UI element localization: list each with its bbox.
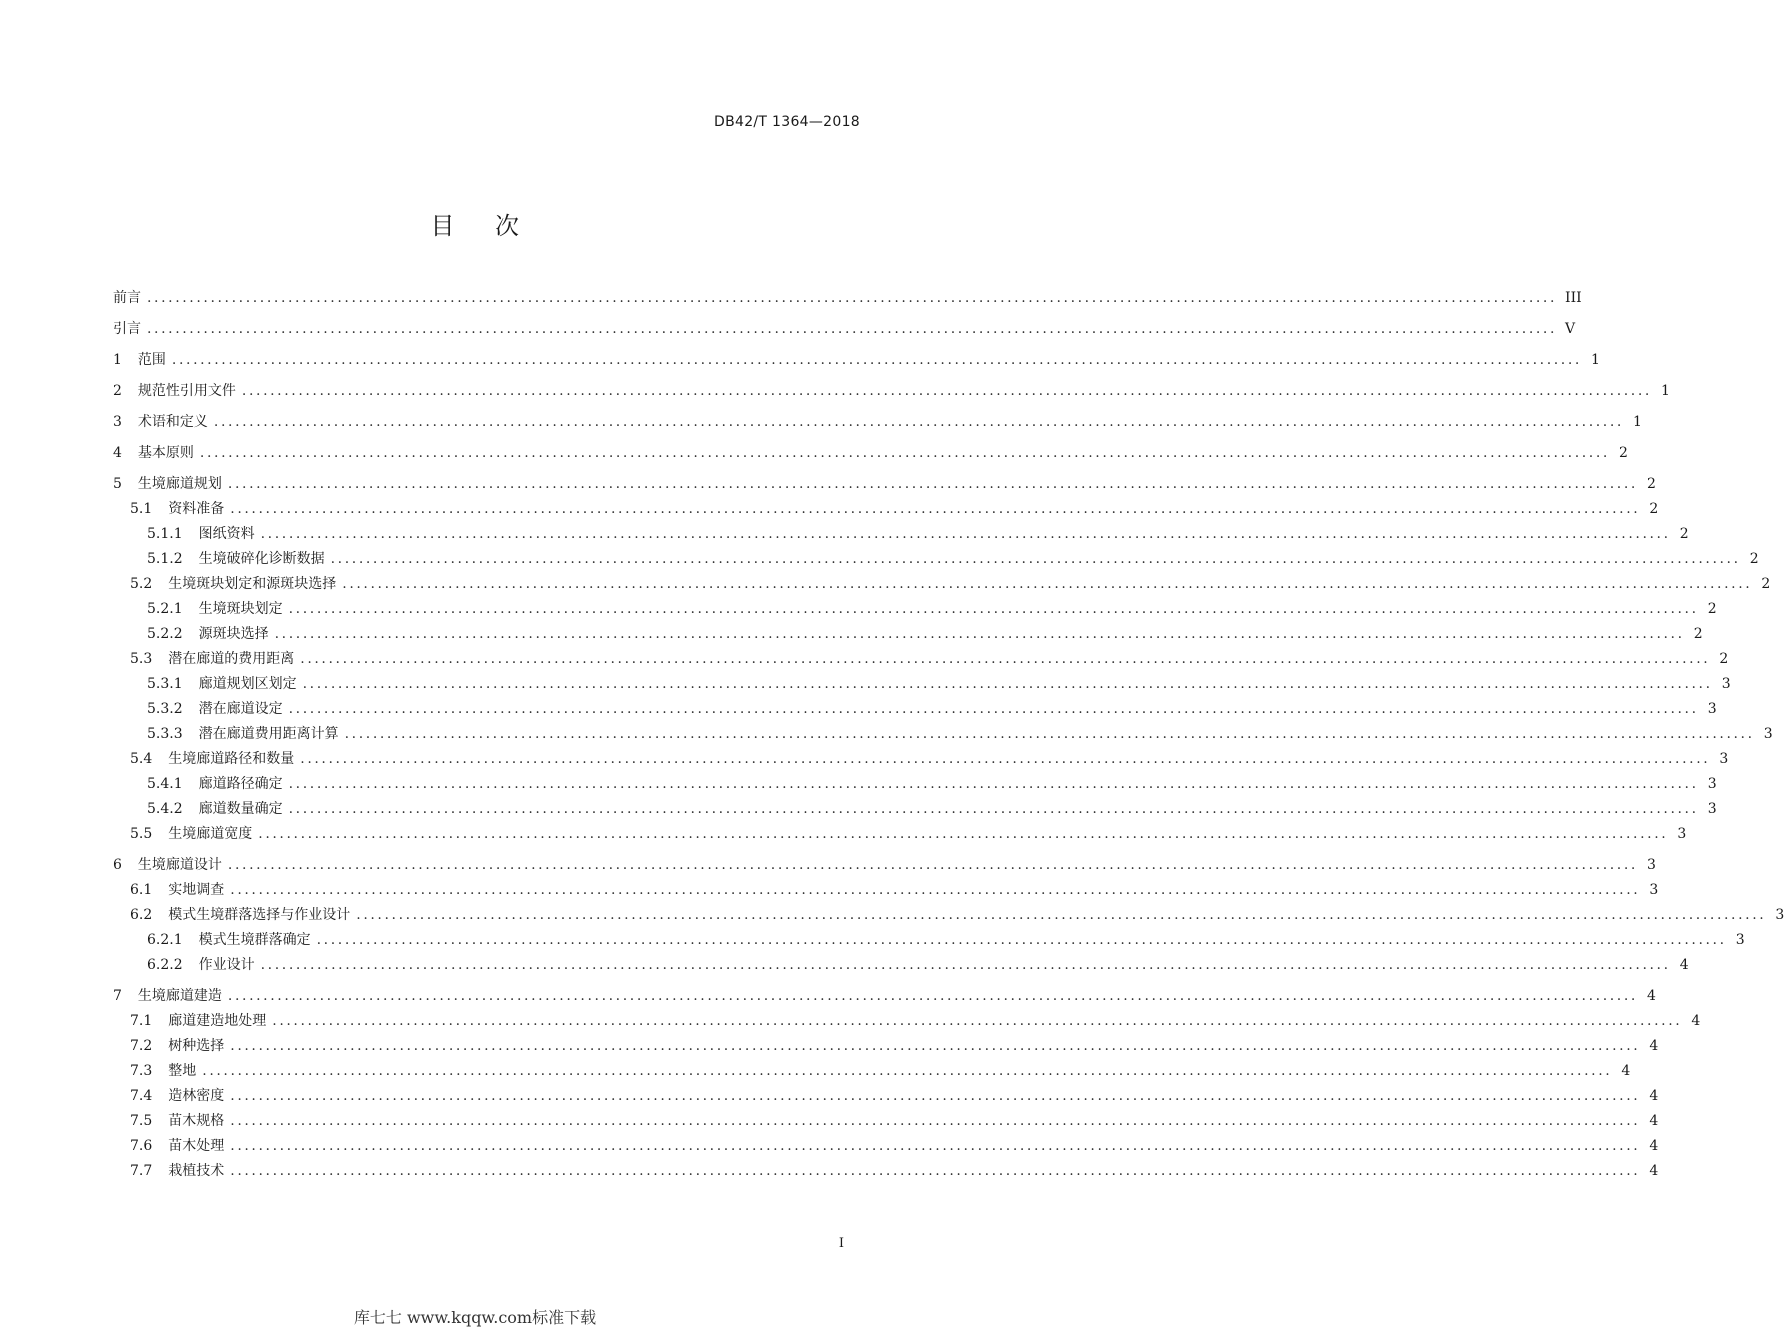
toc-entry-label: 苗木处理	[168, 1138, 225, 1154]
toc-dot-leader: ........................................................................................................................................................................................................	[300, 751, 1711, 767]
toc-entry-number: 5.4.1	[147, 776, 183, 792]
toc-dot-leader: ........................................................................................................................................................................................................	[147, 290, 1558, 306]
toc-entry-page: 4	[1691, 1013, 1701, 1029]
toc-entry-page: 4	[1649, 1163, 1659, 1179]
toc-entry-page: 4	[1649, 1138, 1659, 1154]
toc-entry-label: 生境廊道建造	[137, 988, 222, 1004]
toc-dot-leader: ........................................................................................................................................................................................................	[274, 626, 1685, 642]
toc-entry-label: 潜在廊道费用距离计算	[198, 726, 339, 742]
toc-entry-number: 7.4	[130, 1088, 153, 1104]
toc-dot-leader: ........................................................................................................................................................................................................	[147, 321, 1558, 337]
toc-entry-label: 源斑块选择	[198, 626, 269, 642]
toc-entry-page: 3	[1677, 826, 1687, 842]
toc-entry-page: 3	[1721, 676, 1731, 692]
toc-entry-label: 栽植技术	[168, 1163, 225, 1179]
toc-entry-label: 前言	[113, 290, 141, 306]
toc-entry-number: 5.1.2	[147, 551, 183, 567]
toc-entry-number: 5.2.1	[147, 601, 183, 617]
toc-entry-page: 3	[1707, 776, 1717, 792]
toc-entry-number: 5.1	[130, 501, 153, 517]
toc-entry[interactable]	[113, 286, 1582, 311]
toc-entry[interactable]	[113, 441, 1628, 466]
toc-entry-page: 3	[1649, 882, 1659, 898]
toc-dot-leader: ........................................................................................................................................................................................................	[241, 383, 1652, 399]
toc-entry-page: 2	[1679, 526, 1689, 542]
toc-entry[interactable]	[113, 797, 1717, 822]
toc-entry[interactable]	[113, 522, 1689, 547]
toc-entry-label: 树种选择	[168, 1038, 225, 1054]
toc-entry[interactable]	[113, 1109, 1659, 1134]
toc-entry-number: 5.3.3	[147, 726, 183, 742]
toc-entry-page: 2	[1647, 476, 1656, 492]
toc-entry-number: 6.1	[130, 882, 153, 898]
toc-entry-number: 5.2.2	[147, 626, 183, 642]
toc-dot-leader: ........................................................................................................................................................................................................	[227, 857, 1638, 873]
toc-dot-leader: ........................................................................................................................................................................................................	[344, 726, 1755, 742]
toc-entry-label: 整地	[168, 1063, 197, 1079]
toc-entry[interactable]	[113, 547, 1759, 572]
toc-dot-leader: ........................................................................................................................................................................................................	[260, 526, 1671, 542]
toc-entry-number: 6.2.2	[147, 957, 183, 973]
toc-dot-leader: ........................................................................................................................................................................................................	[230, 1088, 1641, 1104]
toc-entry-number: 5.2	[130, 576, 153, 592]
toc-entry-page: 4	[1649, 1038, 1659, 1054]
toc-entry[interactable]	[113, 1134, 1659, 1159]
toc-entry[interactable]	[113, 572, 1771, 597]
toc-entry-number: 6.2	[130, 907, 153, 923]
toc-entry[interactable]	[113, 1034, 1659, 1059]
toc-entry-number: 1	[113, 352, 122, 368]
toc-entry-number: 3	[113, 414, 122, 430]
toc-entry-page: V	[1565, 321, 1576, 337]
toc-entry-page: 4	[1649, 1113, 1659, 1129]
toc-dot-leader: ........................................................................................................................................................................................................	[230, 1038, 1641, 1054]
title-char-1: 目	[430, 212, 455, 240]
toc-entry-label: 术语和定义	[137, 414, 208, 430]
toc-entry-label: 廊道建造地处理	[168, 1013, 267, 1029]
toc-entry[interactable]	[113, 747, 1729, 772]
toc-entry-number: 5.3.2	[147, 701, 183, 717]
toc-entry[interactable]	[113, 953, 1689, 978]
toc-entry-number: 7.6	[130, 1138, 153, 1154]
page-number: I	[838, 1236, 844, 1251]
toc-entry-number: 7.2	[130, 1038, 153, 1054]
toc-dot-leader: ........................................................................................................................................................................................................	[260, 957, 1671, 973]
toc-entry-page: 2	[1693, 626, 1703, 642]
toc-entry[interactable]	[113, 903, 1784, 928]
toc-entry-page: 1	[1591, 352, 1600, 368]
toc-entry-page: 3	[1647, 857, 1656, 873]
toc-dot-leader: ........................................................................................................................................................................................................	[288, 776, 1699, 792]
toc-entry[interactable]	[113, 472, 1656, 497]
toc-entry[interactable]	[113, 410, 1642, 435]
toc-entry-number: 4	[113, 445, 122, 461]
toc-entry-page: 2	[1707, 601, 1717, 617]
toc-entry[interactable]	[113, 647, 1729, 672]
toc-entry-label: 潜在廊道的费用距离	[168, 651, 295, 667]
toc-entry[interactable]	[113, 597, 1717, 622]
toc-entry-label: 造林密度	[168, 1088, 225, 1104]
toc-dot-leader: ........................................................................................................................................................................................................	[302, 676, 1713, 692]
toc-entry-number: 5.1.1	[147, 526, 183, 542]
toc-entry-label: 范围	[137, 352, 166, 368]
toc-entry-number: 7.3	[130, 1063, 153, 1079]
toc-entry-label: 生境廊道宽度	[168, 826, 253, 842]
toc-entry-page: 3	[1763, 726, 1773, 742]
toc-entry[interactable]	[113, 697, 1717, 722]
toc-entry-label: 廊道数量确定	[198, 801, 283, 817]
toc-dot-leader: ........................................................................................................................................................................................................	[230, 1113, 1641, 1129]
toc-entry-number: 5.5	[130, 826, 153, 842]
toc-entry-number: 5	[113, 476, 122, 492]
toc-entry-page: 3	[1735, 932, 1745, 948]
toc-dot-leader: ........................................................................................................................................................................................................	[300, 651, 1711, 667]
toc-entry-label: 实地调查	[168, 882, 225, 898]
toc-dot-leader: ........................................................................................................................................................................................................	[171, 352, 1582, 368]
toc-entry-number: 7.1	[130, 1013, 153, 1029]
toc-entry[interactable]	[113, 878, 1659, 903]
toc-entry-page: 1	[1661, 383, 1670, 399]
toc-entry-page: 1	[1633, 414, 1642, 430]
toc-entry-page: 2	[1761, 576, 1771, 592]
toc-entry[interactable]	[113, 984, 1656, 1009]
toc-entry-number: 7.7	[130, 1163, 153, 1179]
toc-dot-leader: ........................................................................................................................................................................................................	[258, 826, 1669, 842]
toc-dot-leader: ........................................................................................................................................................................................................	[288, 701, 1699, 717]
toc-entry-page: 2	[1749, 551, 1759, 567]
toc-entry[interactable]	[113, 379, 1670, 404]
toc-entry-label: 廊道规划区划定	[198, 676, 297, 692]
toc-entry[interactable]	[113, 1159, 1659, 1184]
toc-entry-label: 生境廊道路径和数量	[168, 751, 295, 767]
toc-entry[interactable]	[113, 1059, 1631, 1084]
toc-entry-label: 引言	[113, 321, 141, 337]
toc-dot-leader: ........................................................................................................................................................................................................	[230, 1138, 1641, 1154]
toc-entry[interactable]	[113, 497, 1659, 522]
toc-dot-leader: ........................................................................................................................................................................................................	[227, 988, 1638, 1004]
toc-entry-page: III	[1565, 290, 1582, 306]
toc-entry[interactable]	[113, 928, 1745, 953]
toc-entry-page: 4	[1679, 957, 1689, 973]
toc-entry-label: 基本原则	[137, 445, 194, 461]
toc-dot-leader: ........................................................................................................................................................................................................	[199, 445, 1610, 461]
toc-entry-page: 3	[1707, 701, 1717, 717]
toc-dot-leader: ........................................................................................................................................................................................................	[202, 1063, 1613, 1079]
toc-entry[interactable]	[113, 317, 1576, 342]
toc-dot-leader: ........................................................................................................................................................................................................	[288, 801, 1699, 817]
toc-entry-page: 4	[1647, 988, 1656, 1004]
toc-entry-page: 4	[1649, 1088, 1659, 1104]
toc-entry[interactable]	[113, 772, 1717, 797]
toc-entry-label: 图纸资料	[198, 526, 255, 542]
toc-dot-leader: ........................................................................................................................................................................................................	[356, 907, 1767, 923]
toc-entry[interactable]	[113, 348, 1600, 373]
toc-entry-page: 2	[1719, 651, 1729, 667]
toc-entry-number: 5.4	[130, 751, 153, 767]
toc-entry-label: 生境斑块划定和源斑块选择	[168, 576, 337, 592]
toc-entry[interactable]	[113, 822, 1687, 847]
toc-dot-leader: ........................................................................................................................................................................................................	[213, 414, 1624, 430]
toc-entry-number: 6	[113, 857, 122, 873]
page-title	[0, 206, 950, 241]
toc-dot-leader: ........................................................................................................................................................................................................	[316, 932, 1727, 948]
toc-entry-page: 2	[1619, 445, 1628, 461]
toc-entry-number: 2	[113, 383, 122, 399]
toc-entry[interactable]	[113, 722, 1773, 747]
toc-entry-page: 3	[1775, 907, 1784, 923]
watermark-text: 库七七 www.kqqw.com标准下载	[353, 1308, 597, 1327]
toc-dot-leader: ........................................................................................................................................................................................................	[230, 882, 1641, 898]
toc-entry-label: 模式生境群落选择与作业设计	[168, 907, 351, 923]
toc-dot-leader: ........................................................................................................................................................................................................	[230, 1163, 1641, 1179]
toc-entry-label: 廊道路径确定	[198, 776, 283, 792]
toc-entry-label: 模式生境群落确定	[198, 932, 311, 948]
toc-entry-label: 苗木规格	[168, 1113, 225, 1129]
toc-entry-label: 生境廊道规划	[137, 476, 222, 492]
toc-entry-number: 6.2.1	[147, 932, 183, 948]
document-code: DB42/T 1364—2018	[714, 114, 860, 130]
toc-entry-page: 4	[1621, 1063, 1631, 1079]
toc-dot-leader: ........................................................................................................................................................................................................	[342, 576, 1753, 592]
toc-entry[interactable]	[113, 1009, 1701, 1034]
toc-entry[interactable]	[113, 853, 1656, 878]
toc-entry-label: 作业设计	[198, 957, 255, 973]
toc-entry-label: 潜在廊道设定	[198, 701, 283, 717]
toc-entry[interactable]	[113, 622, 1703, 647]
toc-entry-label: 生境斑块划定	[198, 601, 283, 617]
toc-entry-page: 2	[1649, 501, 1659, 517]
toc-dot-leader: ........................................................................................................................................................................................................	[230, 501, 1641, 517]
toc-entry-label: 资料准备	[168, 501, 225, 517]
toc-entry[interactable]	[113, 672, 1731, 697]
toc-entry-number: 5.3.1	[147, 676, 183, 692]
toc-entry-page: 3	[1707, 801, 1717, 817]
toc-dot-leader: ........................................................................................................................................................................................................	[227, 476, 1638, 492]
toc-entry[interactable]	[113, 1084, 1659, 1109]
title-char-2: 次	[495, 212, 520, 240]
table-of-contents	[113, 286, 1784, 1184]
toc-entry-label: 规范性引用文件	[137, 383, 236, 399]
toc-entry-number: 5.3	[130, 651, 153, 667]
toc-dot-leader: ........................................................................................................................................................................................................	[330, 551, 1741, 567]
toc-entry-number: 7	[113, 988, 122, 1004]
toc-entry-page: 3	[1719, 751, 1729, 767]
toc-dot-leader: ........................................................................................................................................................................................................	[288, 601, 1699, 617]
toc-dot-leader: ........................................................................................................................................................................................................	[272, 1013, 1683, 1029]
toc-entry-number: 5.4.2	[147, 801, 183, 817]
toc-entry-label: 生境廊道设计	[137, 857, 222, 873]
toc-entry-number: 7.5	[130, 1113, 153, 1129]
toc-entry-label: 生境破碎化诊断数据	[198, 551, 325, 567]
